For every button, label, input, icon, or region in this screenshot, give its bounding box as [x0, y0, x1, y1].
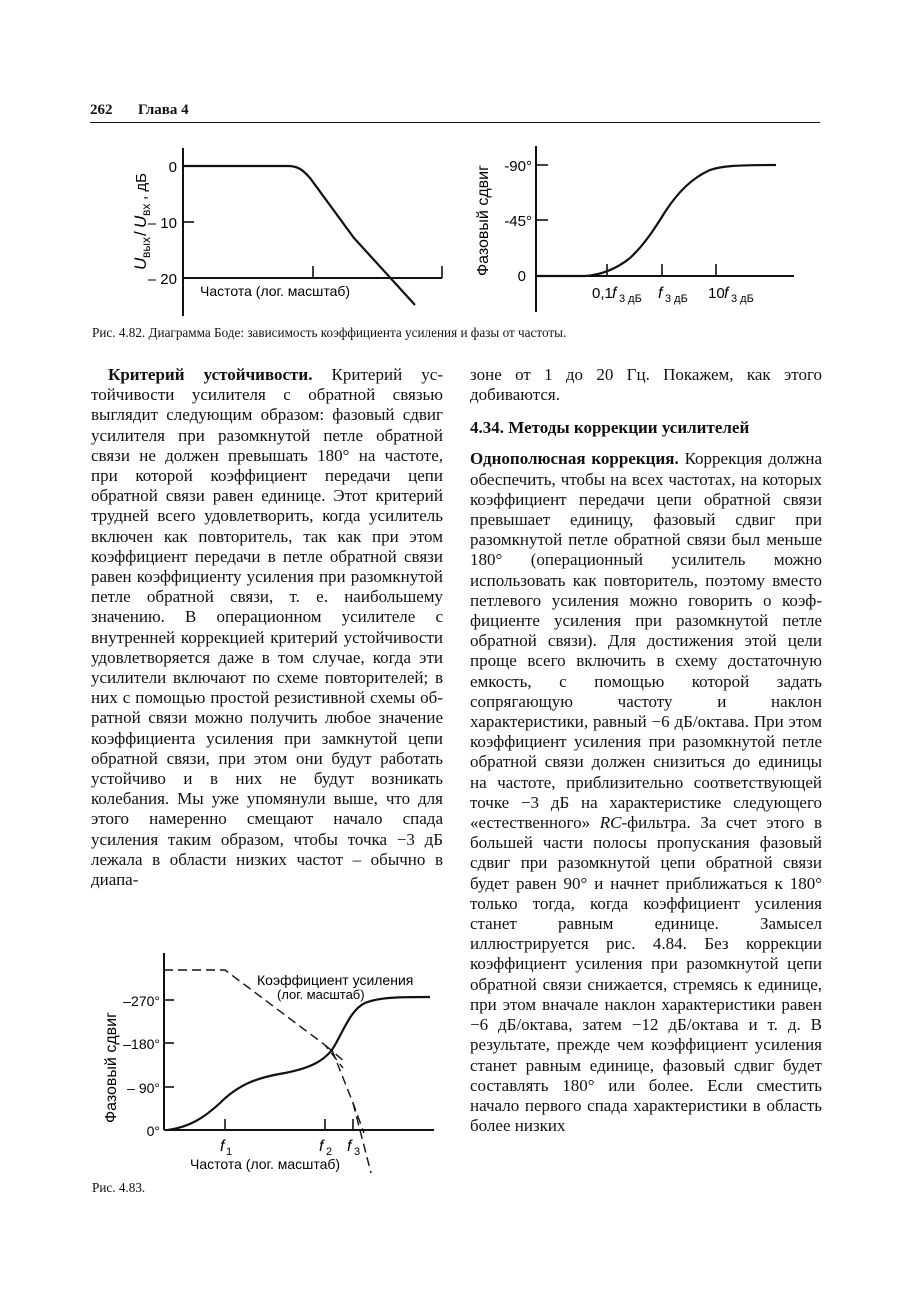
svg-text:/: / [131, 231, 150, 236]
svg-text:U: U [131, 257, 150, 270]
right-column-text: зоне от 1 до 20 Гц. Покажем, как этого добиваются. 4.34. Методы коррекции усилителей Однополюсная коррекция. Коррекция должна обеспечить, чтобы на всех частотах, на которых коэффициент передачи цепи обратной связи превышает единицу, фазовый сдвиг при разомкнутой петле обратной связи был меньше 180° (операционный усилитель можно использовать как повторитель, поэтому вместо петлевого усиления можно говорить о коэффициенте усиления при разомкнутой петле обратной связи). Для достижения этой цели проще всего включить в схему достаточную емкость, с помощью которой задать сопрягающую частоту и наклон характеристики, равный −6 дБ/октава. При этом коэффициент усиления при разомкнутой петле обратной связи должен снизиться до единицы на частоте, приблизительно соответствующей точке −3 дБ на характеристике следующего «естественного» RC-фильтра. За счет этого в большей части полосы пропускания фазовый сдвиг при разомкнутой цепи обратной связи будет равен 90° и начнет приближаться к 180° только тогда, когда коэффициент усиления станет равным единице. Замысел иллюстрируется рис. 4.84. Без коррекции коэффициент усиления при разомкнутой цепи обратной связи снижается, стремясь к единице, при этом вначале наклон характеристики равен −6 дБ/октава, затем −12 дБ/октава и т. д. В результате, прежде чем коэффициент усиления станет равным единице, фазовый сдвиг будет составлять 180° или более. Если сместить начало первого спада характеристики в область более низких [470, 365, 823, 1136]
continuation-paragraph: зоне от 1 до 20 Гц. Покажем, как этого добиваются. [470, 365, 822, 405]
phase-xtick-f3db [658, 285, 688, 305]
svg-text:f: f [612, 285, 617, 302]
gain-xlabel: Частота (лог. масштаб) [200, 283, 351, 299]
figure-4-82-gain-plot [110, 140, 450, 320]
phase-plot-ylabel: Фазовый сдвиг [475, 165, 492, 276]
fig483-ytick-180: –180° [123, 1036, 160, 1052]
svg-text:, дБ: , дБ [133, 173, 150, 200]
fig483-xlabel: Частота (лог. масштаб) [190, 1156, 341, 1172]
phase-ytick-45: -45° [504, 213, 532, 230]
gain-ytick-minus10: – 10 [147, 215, 177, 232]
chapter-title: Глава 4 [138, 102, 189, 118]
fig483-ytick-270: –270° [123, 993, 160, 1009]
figure-4-82-phase-plot [460, 140, 800, 320]
svg-text:f: f [220, 1138, 225, 1155]
svg-text:вх: вх [139, 203, 153, 216]
running-header [90, 102, 820, 123]
svg-text:3 дБ: 3 дБ [665, 293, 688, 305]
figure-4-83 [90, 945, 440, 1195]
svg-text:вых: вых [139, 237, 153, 258]
svg-text:0,1: 0,1 [592, 285, 613, 302]
fig483-ytick-90: – 90° [127, 1080, 160, 1096]
fig483-xtick-f2 [319, 1138, 332, 1158]
svg-text:f: f [658, 285, 663, 302]
svg-text:2: 2 [326, 1146, 333, 1158]
figure-4-83-caption: Рис. 4.83. [92, 1180, 146, 1195]
svg-text:3 дБ: 3 дБ [731, 293, 754, 305]
svg-text:f: f [724, 285, 729, 302]
phase-xtick-10-f3db [708, 285, 754, 305]
left-column-text [91, 365, 443, 890]
fig483-ylabel: Фазовый сдвиг [103, 1012, 120, 1123]
svg-text:3 дБ: 3 дБ [619, 293, 642, 305]
figure-4-82-caption: Рис. 4.82. Диаграмма Боде: зависимость коэффициента усиления и фазы от частоты. [92, 325, 567, 340]
fig483-ytick-0: 0° [146, 1123, 160, 1139]
gain-ytick-0: 0 [168, 159, 177, 176]
phase-ytick-90: -90° [504, 158, 532, 175]
single-pole-heading: Однополюсная коррекция. [470, 449, 679, 469]
stability-criterion-text: Критерий устойчивости усилителя с обратной связью выглядит следующим образом: фазовый сдвиг усилителя при разомкнутой петле обратной связи не должен превышать 180° на частоте, при которой коэффициент передачи цепи обратной связи равен единице. Этот критерий трудней всего удовлетворить, когда усилитель включен как повторитель, так как при этом коэффициент передачи в петле обратной связи равен коэффициенту усиления при разомкнутой петле обратной связи, т. е. наибольшему значению. В операционном усилителе с внутренней коррекцией критерий устойчивости удовлетворяется даже в том случае, когда эти усилители включают по схеме повторителей; в них с помощью простой резистивной схемы обратной связи можно получить любое значение коэффициента усиления при замкнутой цепи обратной связи, при этом они будут работать устойчиво и в них не будут возникать колебания. Мы уже упомянули выше, что для этого намеренно смещают начало спада усиления таким образом, чтобы точка −3 дБ лежала в области низких частот – обычно в диапа- [91, 365, 443, 890]
gain-annotation-line2: (лог. масштаб) [277, 987, 365, 1002]
page-number: 262 [90, 102, 113, 118]
svg-text:f: f [347, 1138, 352, 1155]
svg-text:1: 1 [226, 1146, 233, 1158]
stability-criterion-heading: Критерий устойчивости. [108, 365, 313, 384]
svg-text:f: f [319, 1138, 324, 1155]
svg-text:U: U [131, 215, 150, 228]
svg-text:3: 3 [354, 1146, 361, 1158]
section-heading: 4.34. Методы коррекции усилителей [470, 418, 750, 438]
fig483-xtick-f1 [220, 1138, 232, 1158]
gain-annotation-line1: Коэффициент усиления [257, 972, 414, 988]
svg-text:10: 10 [708, 285, 725, 302]
gain-ytick-minus20: – 20 [147, 271, 177, 288]
fig483-xtick-f3 [347, 1138, 360, 1158]
phase-ytick-0: 0 [517, 268, 526, 285]
phase-xtick-0p1-f3db [592, 285, 642, 305]
